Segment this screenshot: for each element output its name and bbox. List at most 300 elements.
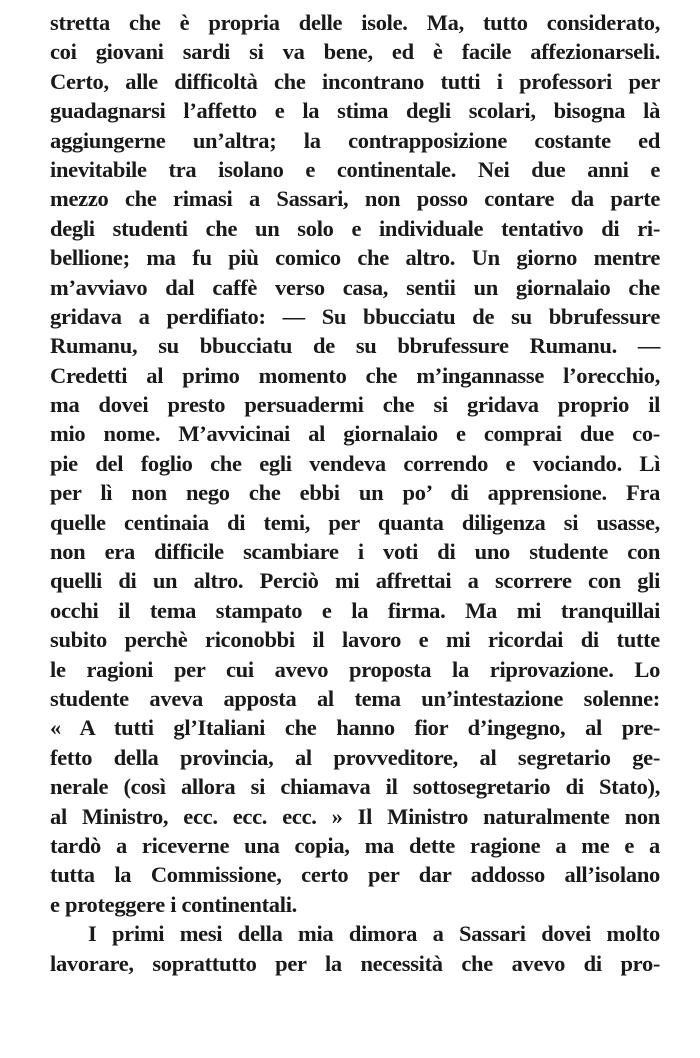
word: e: [650, 156, 660, 182]
word: non: [131, 480, 167, 506]
word: è: [179, 10, 190, 35]
word: tranquillai: [560, 597, 661, 623]
word: pro-: [620, 950, 661, 976]
word: costante: [534, 127, 611, 153]
word: a: [649, 832, 660, 858]
word: verso: [275, 274, 325, 300]
word: Certo,: [50, 68, 109, 94]
word: mezzo: [50, 186, 109, 212]
word: M’avvicinai: [178, 421, 291, 447]
word: all’isolano: [564, 862, 660, 888]
word: non: [364, 186, 401, 212]
word: inevitabile: [50, 156, 147, 182]
text-line: [50, 655, 660, 684]
word: caffè: [212, 274, 258, 300]
word: Su: [321, 303, 347, 329]
word: alle: [125, 68, 158, 94]
word: bisogna: [553, 98, 626, 124]
word: m’avviavo: [50, 274, 148, 300]
paragraph-2: [50, 919, 660, 978]
word: gridava: [50, 303, 122, 329]
word: po’: [402, 480, 432, 506]
word: Un: [471, 245, 500, 271]
word: incontrano: [322, 68, 425, 94]
word: ri-: [637, 215, 661, 241]
word: tutta: [50, 862, 95, 888]
word: presto: [167, 392, 226, 418]
word: delle: [298, 10, 343, 35]
word: m’ingannasse: [416, 362, 545, 388]
word: riconobbi: [205, 627, 295, 653]
word: voti: [383, 539, 419, 565]
word: lavorare,: [50, 950, 134, 976]
word: Sassari: [459, 921, 526, 947]
word: necessità: [360, 950, 443, 976]
word: di: [580, 627, 599, 653]
word: dal: [165, 274, 195, 300]
word: apposta: [223, 685, 297, 711]
text-line: [50, 713, 660, 742]
word: occhi: [50, 597, 99, 623]
word: di: [118, 568, 137, 594]
word: Nei: [477, 156, 510, 182]
text-line-indented: [50, 919, 660, 948]
word: propria: [208, 10, 280, 35]
word: momento: [258, 362, 347, 388]
word: su: [158, 333, 179, 359]
word: scolari,: [468, 98, 536, 124]
word: la: [324, 950, 342, 976]
word: tentativo: [501, 215, 584, 241]
word: hanno: [336, 715, 395, 741]
word: per: [328, 509, 360, 535]
text-line: [50, 126, 660, 155]
word: nerale: [50, 774, 109, 800]
word: e: [624, 832, 635, 858]
text-line: [50, 860, 660, 889]
word: bbucciatu: [363, 303, 456, 329]
word: della: [113, 744, 159, 770]
word: dovei: [98, 392, 149, 418]
word: soprattutto: [152, 950, 257, 976]
text-line: [50, 684, 660, 713]
word: egli: [259, 450, 292, 476]
text-line: [50, 273, 660, 302]
word: avevo: [511, 950, 566, 976]
word: i: [357, 539, 364, 565]
word: la: [303, 127, 321, 153]
word: i: [496, 68, 503, 94]
word: studenti: [112, 215, 188, 241]
word: foglio: [140, 450, 193, 476]
word: Perciò: [259, 568, 319, 594]
word: che: [205, 215, 238, 241]
word: e: [321, 597, 332, 623]
word: studente: [50, 685, 129, 711]
word: va: [282, 39, 305, 65]
word: a: [467, 568, 479, 594]
word: altro.: [405, 245, 456, 271]
word: e: [505, 450, 516, 476]
word: provincia,: [179, 744, 274, 770]
word: ragione: [469, 832, 541, 858]
word: ebbi: [299, 480, 340, 506]
word: si: [563, 509, 579, 535]
word: isole.: [361, 10, 408, 35]
word: e: [455, 421, 466, 447]
word: studente: [529, 539, 609, 565]
word: al: [308, 421, 326, 447]
word: una: [244, 832, 280, 858]
word: considerato,: [546, 10, 661, 35]
word: è: [432, 39, 443, 65]
word: tardò: [50, 832, 101, 858]
word: tutti: [113, 715, 154, 741]
word: co-: [632, 421, 661, 447]
word: naturalmente: [483, 803, 610, 829]
text-line: [50, 419, 660, 448]
word: vendeva: [309, 450, 386, 476]
text-line: [50, 831, 660, 860]
word: I: [88, 921, 97, 947]
word: mio: [50, 421, 86, 447]
word: fior: [414, 715, 448, 741]
word: si: [249, 39, 264, 65]
text-line: [50, 772, 660, 801]
word: a: [432, 921, 444, 947]
word: Rumanu,: [50, 333, 138, 359]
word: il: [118, 597, 131, 623]
text-line: [50, 8, 660, 37]
word: ed: [391, 39, 414, 65]
word: lì: [100, 480, 113, 506]
word: le: [50, 656, 66, 682]
word: mia: [298, 921, 334, 947]
word: della: [237, 921, 283, 947]
word: ed: [638, 127, 661, 153]
word: che: [357, 245, 389, 271]
word: ragioni: [86, 656, 154, 682]
word: gridava: [467, 392, 539, 418]
text-line: [50, 302, 660, 331]
word: addosso: [470, 862, 545, 888]
word: al: [294, 744, 312, 770]
word: allora: [180, 774, 236, 800]
word: di: [450, 480, 469, 506]
word: Lo: [634, 656, 661, 682]
word: due: [579, 421, 614, 447]
word: Rumanu.: [529, 333, 617, 359]
text-line: [50, 802, 660, 831]
word: perchè: [124, 627, 188, 653]
text-line: [50, 566, 660, 595]
word: quelli: [50, 568, 102, 594]
word: persuadermi: [244, 392, 364, 418]
word: primi: [111, 921, 165, 947]
word: si: [250, 774, 266, 800]
text-line: [50, 949, 660, 978]
word: certo: [301, 862, 349, 888]
word: su: [355, 333, 377, 359]
word: che: [284, 715, 317, 741]
text-line: [50, 596, 660, 625]
word: degli: [50, 215, 95, 241]
word: la: [351, 597, 369, 623]
word: pre-: [621, 715, 661, 741]
word: un: [473, 274, 498, 300]
word: due: [531, 156, 566, 182]
word: «: [50, 715, 61, 741]
word: dovei: [541, 921, 591, 947]
word: e: [305, 156, 316, 182]
text-line: [50, 155, 660, 184]
text-line: [50, 478, 660, 507]
word: sentii: [406, 274, 456, 300]
word: Ministro: [387, 803, 469, 829]
word: cui: [225, 656, 254, 682]
word: copia,: [294, 832, 350, 858]
word: aveva: [149, 685, 203, 711]
word: un: [358, 480, 384, 506]
word: stampato: [215, 597, 303, 623]
word: tutte: [616, 627, 660, 653]
word: un: [255, 215, 280, 241]
word: scorrere: [494, 568, 572, 594]
word: a: [555, 832, 567, 858]
word: del: [95, 450, 124, 476]
word: sardi: [182, 39, 230, 65]
word: nome.: [103, 421, 161, 447]
word: che: [210, 450, 242, 476]
word: comprai: [483, 421, 562, 447]
word: un’intestazione: [421, 685, 564, 711]
text-line: [50, 390, 660, 419]
word: e: [274, 98, 285, 124]
word: solo: [297, 215, 334, 241]
word: giovani: [95, 39, 164, 65]
word: correndo: [403, 450, 489, 476]
word: stretta: [50, 10, 110, 35]
word: —: [282, 303, 305, 329]
word: »: [331, 803, 343, 829]
word: altro.: [193, 568, 244, 594]
word: sottosegretario: [412, 774, 551, 800]
word: tema: [354, 685, 401, 711]
word: segretario: [517, 744, 611, 770]
word: al: [479, 744, 497, 770]
text-line: [50, 361, 660, 390]
word: giorno: [516, 245, 578, 271]
text-line: [50, 184, 660, 213]
word: contrapposizione: [348, 127, 508, 153]
word: proposta: [348, 656, 432, 682]
word: coi: [50, 39, 77, 65]
word: che: [248, 480, 281, 506]
word: tutti: [440, 68, 481, 94]
word: che: [628, 274, 660, 300]
word: centinaia: [123, 509, 209, 535]
word: Credetti: [50, 362, 128, 388]
word: dar: [418, 862, 452, 888]
word: A: [79, 715, 95, 741]
word: a: [115, 832, 127, 858]
word: che: [382, 392, 415, 418]
word: bbrufessure: [548, 303, 661, 329]
word: Ministro,: [81, 803, 169, 829]
word: degli: [406, 98, 451, 124]
word: la: [302, 98, 320, 124]
word: con: [588, 568, 621, 594]
word: Stato),: [599, 774, 661, 800]
word: di: [565, 774, 584, 800]
word: aggiungerne: [50, 127, 166, 153]
word: bene,: [323, 39, 373, 65]
word: perdifiato:: [166, 303, 266, 329]
text-line: [50, 67, 660, 96]
word: Fra: [625, 480, 661, 506]
word: Ma: [465, 597, 498, 623]
text-line: [50, 449, 660, 478]
word: che: [273, 68, 306, 94]
word: bbucciatu: [199, 333, 293, 359]
word: difficile: [154, 539, 224, 565]
word: uno: [474, 539, 510, 565]
word: il: [385, 774, 398, 800]
word: di: [437, 539, 456, 565]
word: bellione;: [50, 245, 130, 271]
word: comico: [275, 245, 341, 271]
word: di: [583, 950, 602, 976]
text-line: [50, 508, 660, 537]
word: bbrufessure: [397, 333, 509, 359]
word: la: [114, 862, 132, 888]
text-line: [50, 214, 660, 243]
word: individuale: [378, 215, 484, 241]
word: Lì: [639, 450, 661, 476]
word: diligenza: [461, 509, 546, 535]
word: di: [227, 509, 246, 535]
word: parte: [610, 186, 661, 212]
word: pie: [50, 450, 78, 476]
word: gli: [637, 568, 661, 594]
word: giornalaio: [343, 421, 438, 447]
word: ma: [50, 392, 80, 418]
paragraph-1: [50, 8, 660, 919]
word: mi: [334, 568, 360, 594]
word: Sassari,: [276, 186, 349, 212]
text-line-last: e proteggere i continentali.: [50, 891, 297, 917]
text-line: [50, 625, 660, 654]
word: de: [472, 303, 495, 329]
word: da: [570, 186, 594, 212]
word: là: [643, 98, 661, 124]
word: per: [367, 862, 400, 888]
word: —: [637, 333, 661, 359]
word: mentre: [593, 245, 661, 271]
word: molto: [606, 921, 660, 947]
word: usasse,: [596, 509, 660, 535]
word: affrettai: [375, 568, 452, 594]
word: de: [313, 333, 335, 359]
word: ma: [146, 245, 176, 271]
word: proprio: [557, 392, 630, 418]
word: ecc.: [183, 803, 218, 829]
word: subito: [50, 627, 107, 653]
word: riceverne: [141, 832, 230, 858]
word: e: [418, 627, 429, 653]
word: fu: [192, 245, 212, 271]
word: al: [585, 715, 602, 741]
word: stima: [337, 98, 389, 124]
word: più: [228, 245, 259, 271]
word: contare: [484, 186, 555, 212]
text-line: [50, 331, 660, 360]
word: ricordai: [488, 627, 564, 653]
word: mesi: [179, 921, 223, 947]
word: provveditore,: [333, 744, 459, 770]
word: d’ingegno,: [467, 715, 566, 741]
text-line: [50, 37, 660, 66]
text-line: [50, 537, 660, 566]
word: quanta: [377, 509, 444, 535]
word: che: [124, 186, 157, 212]
word: per: [275, 950, 307, 976]
word: Commissione,: [150, 862, 282, 888]
word: tra: [168, 156, 197, 182]
word: su: [511, 303, 532, 329]
word: di: [601, 215, 620, 241]
word: lavoro: [342, 627, 402, 653]
word: che: [365, 362, 398, 388]
word: al: [50, 803, 67, 829]
word: tutto: [482, 10, 528, 35]
word: continentale.: [336, 156, 457, 182]
word: professori: [519, 68, 612, 94]
word: mi: [445, 627, 471, 653]
word: era: [104, 539, 135, 565]
word: al: [146, 362, 164, 388]
word: nego: [185, 480, 230, 506]
word: casa,: [342, 274, 389, 300]
word: mi: [516, 597, 542, 623]
word: solenne:: [583, 685, 660, 711]
word: vociando.: [532, 450, 622, 476]
word: quelle: [50, 509, 106, 535]
word: per: [628, 68, 661, 94]
word: affezionarseli.: [530, 39, 661, 65]
word: e: [351, 215, 362, 241]
word: si: [433, 392, 448, 418]
word: tema: [149, 597, 197, 623]
text-line: [50, 96, 660, 125]
word: (così: [123, 774, 166, 800]
word: un’altra;: [192, 127, 277, 153]
word: me: [581, 832, 610, 858]
word: rimasi: [173, 186, 233, 212]
word: dette: [408, 832, 455, 858]
word: al: [316, 685, 334, 711]
word: non: [624, 803, 660, 829]
word: per: [50, 480, 82, 506]
word: a: [138, 303, 150, 329]
word: un: [152, 568, 178, 594]
word: temi,: [263, 509, 311, 535]
book-page: [50, 8, 660, 978]
word: posso: [416, 186, 468, 212]
word: giornalaio: [515, 274, 611, 300]
word: scambiare: [243, 539, 339, 565]
word: difficoltà: [174, 68, 258, 94]
